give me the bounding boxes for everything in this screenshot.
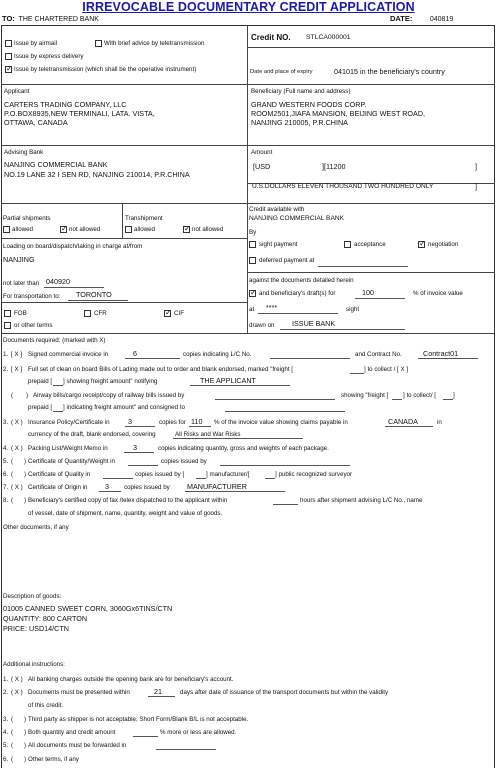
doc-line	[265, 478, 275, 479]
drafts-suffix: % of invoice value	[413, 290, 463, 297]
available-with-label: Credit available with	[249, 206, 305, 213]
drawn-on-label: drawn on	[249, 322, 275, 329]
transhipment-allowed-label: allowed	[134, 226, 155, 233]
row-divider	[247, 272, 495, 273]
doc-line	[189, 426, 211, 427]
acceptance-label: acceptance	[354, 241, 386, 248]
acceptance-checkbox[interactable]	[344, 241, 351, 248]
add-number: 4.	[3, 729, 9, 736]
doc-number: 7.	[3, 484, 9, 491]
doc-text: copies issued by [	[135, 471, 185, 478]
row-divider	[1, 203, 495, 204]
advising-line[interactable]: NO.19 LANE 32 I SEN RD, NANJING 210014, P.R.CHINA	[4, 170, 190, 179]
fob-label: FOB	[14, 310, 27, 317]
doc-text: in	[437, 419, 442, 426]
doc-place[interactable]: CANADA	[388, 417, 418, 426]
drafts-line	[355, 298, 405, 299]
add-text: Other terms, if any	[28, 756, 79, 763]
doc-mark[interactable]: (	[11, 497, 14, 504]
at-value[interactable]: ****	[266, 303, 278, 312]
add-mark-close: )	[24, 756, 27, 763]
shipment-divider	[122, 203, 123, 238]
doc-line	[173, 438, 303, 439]
doc-text: ] indicating freight amount" and consigned to	[63, 404, 185, 411]
doc-text: Signed commercial invoice in	[28, 351, 109, 358]
doc-mark-close: )	[26, 392, 29, 399]
loading-label: Loading on board/dispatch/taking in charge at/from	[3, 243, 143, 250]
doc-line	[125, 426, 155, 427]
doc-text: prepaid [	[28, 378, 53, 385]
add-mark[interactable]: (	[11, 716, 14, 723]
cif-checkbox[interactable]	[164, 310, 171, 317]
row-divider	[247, 47, 495, 48]
doc-text: Insurance Policy/Certificate in	[28, 419, 110, 426]
at-line	[258, 313, 338, 314]
airmail-checkbox[interactable]	[5, 40, 12, 47]
doc-number: 6.	[3, 471, 9, 478]
doc-mark[interactable]: (	[11, 471, 14, 478]
add-number: 5.	[3, 742, 9, 749]
not-later-line	[44, 287, 104, 288]
fob-checkbox[interactable]	[4, 310, 11, 317]
doc-line	[53, 385, 63, 386]
doc-line	[270, 358, 350, 359]
amount-close: ]	[475, 162, 477, 171]
add-text: Third party as shipper is not acceptable, Short Form/Blank B/L is not acceptable.	[28, 716, 249, 723]
other-terms-checkbox[interactable]	[4, 322, 11, 329]
partial-allowed-checkbox[interactable]	[3, 226, 10, 233]
airmail-label: Issue by airmail	[14, 40, 57, 47]
row-divider	[1, 238, 247, 239]
add-mark[interactable]: (	[11, 742, 14, 749]
transport-label: For transportation to:	[3, 293, 61, 300]
partial-allowed-label: allowed	[12, 226, 33, 233]
other-docs-label: Other documents, if any	[3, 524, 69, 531]
add-text: % more or less are allowed.	[160, 729, 237, 736]
doc-line	[190, 385, 290, 386]
applicant-line[interactable]: OTTAWA, CANADA	[4, 118, 68, 127]
doc-text: ] to collect / [ X ]	[364, 366, 409, 373]
doc-percent[interactable]: 110	[191, 417, 203, 426]
add-mark[interactable]: ( X )	[11, 689, 23, 696]
goods-line[interactable]: QUANTITY: 800 CARTON	[3, 614, 88, 623]
against-docs-label: against the documents detailed herein	[249, 277, 354, 284]
deferred-payment-label: deferred payment at	[259, 257, 315, 264]
applicant-line[interactable]: P.O.BOX8935,NEW TERMINALI, LATA. VISTA,	[4, 109, 155, 118]
add-text: days after date of issuance of the transport documents but within the validity	[180, 689, 389, 696]
doc-text: hours after shipment advising L/C No., name	[300, 497, 423, 504]
transhipment-allowed-checkbox[interactable]	[125, 226, 132, 233]
doc-text: ] manufacturer/[	[206, 471, 250, 478]
applicant-line[interactable]: CARTERS TRADING COMPANY, LLC	[4, 100, 127, 109]
doc-text: Beneficiary's certified copy of fax /telex dispatched to the applicant within	[28, 497, 228, 504]
available-with-value[interactable]: NANJING COMMERCIAL BANK	[249, 215, 345, 222]
expiry-label: Date and place of expiry	[250, 69, 313, 75]
doc-line	[99, 491, 121, 492]
applicant-label: Applicant	[4, 88, 30, 95]
doc-line	[443, 399, 453, 400]
beneficiary-label: Beneficiary (Full name and address)	[251, 88, 351, 95]
form-title: IRREVOCABLE DOCUMENTARY CREDIT APPLICATION	[82, 0, 415, 14]
doc-text: ]	[453, 392, 455, 399]
add-mark-close: )	[24, 742, 27, 749]
teletransmission-label: Issue by teletransmission (which shall be the operative instrument)	[14, 66, 197, 73]
doc-risks[interactable]: All Risks and War Risks	[175, 431, 241, 438]
add-text: Documents must be presented within	[28, 689, 130, 696]
additional-label: Additional instructions:	[3, 661, 65, 668]
drafts-label: and beneficiary's draft(s) for	[259, 290, 336, 297]
row-divider	[1, 84, 495, 85]
not-later-value[interactable]: 040920	[46, 277, 70, 286]
beneficiary-line[interactable]: ROOM2501,JIAFA MANSION, BEIJING WEST ROAD,	[251, 109, 426, 118]
doc-line	[220, 465, 350, 466]
add-text: All banking charges outside the opening bank are for beneficiary's account.	[28, 676, 234, 683]
cfr-checkbox[interactable]	[84, 310, 91, 317]
credit-no-value[interactable]: STLCA000001	[306, 34, 351, 41]
doc-line	[418, 358, 478, 359]
doc-line	[125, 358, 180, 359]
partial-not-allowed-label: not allowed	[69, 226, 101, 233]
doc-line	[273, 504, 298, 505]
brief-advice-checkbox[interactable]	[95, 40, 102, 47]
transport-value[interactable]: TORONTO	[76, 290, 112, 299]
not-later-label: not later than	[3, 280, 40, 287]
negotiation-label: negotiation	[428, 241, 459, 248]
doc-text: ] to collect/ [	[403, 392, 437, 399]
add-text: of this credit.	[28, 702, 64, 709]
doc-text: Packing List/Weight Memo in	[28, 445, 108, 452]
sight-payment-label: sight payment	[259, 241, 298, 248]
doc-mark[interactable]: ( X )	[11, 445, 23, 452]
expiry-value[interactable]: 041015 in the beneficiary's country	[334, 67, 445, 76]
add-line	[133, 736, 158, 737]
partial-shipments-label: Partial shipments	[3, 215, 51, 222]
doc-number: 5.	[3, 458, 9, 465]
doc-line	[350, 373, 364, 374]
doc-text: copies issued by	[124, 484, 170, 491]
doc-text: prepaid [	[28, 404, 53, 411]
cif-label: CIF	[174, 310, 184, 317]
add-days[interactable]: 21	[154, 687, 162, 696]
doc-contract[interactable]: Contract01	[423, 349, 459, 358]
drafts-value[interactable]: 100	[362, 288, 374, 297]
row-divider	[1, 145, 495, 146]
loading-value[interactable]: NANJING	[3, 255, 35, 264]
doc-copies[interactable]: 3	[133, 443, 137, 452]
beneficiary-line[interactable]: NANJING 210005, P.R.CHINA	[251, 118, 348, 127]
add-number: 3.	[3, 716, 9, 723]
doc-copies[interactable]: 3	[128, 417, 132, 426]
doc-number: 3.	[3, 419, 9, 426]
doc-text: % of the invoice value showing claims payable in	[214, 419, 348, 426]
doc-line	[124, 452, 154, 453]
transhipment-not-allowed-checkbox[interactable]	[183, 226, 190, 233]
row-divider	[1, 333, 495, 334]
add-mark[interactable]: (	[11, 756, 14, 763]
doc-mark-close: )	[24, 497, 27, 504]
other-terms-label: or other terms	[14, 322, 53, 329]
by-label: By	[249, 229, 257, 236]
add-mark[interactable]: (	[11, 729, 14, 736]
add-mark-close: )	[24, 729, 27, 736]
transhipment-label: Transhipment	[125, 215, 163, 222]
drawn-on-line	[280, 329, 405, 330]
add-line	[148, 696, 175, 697]
partial-not-allowed-checkbox[interactable]	[60, 226, 67, 233]
doc-text: ] showing freight amount" notifying	[63, 378, 158, 385]
teletransmission-checkbox[interactable]	[5, 66, 12, 73]
add-number: 6.	[3, 756, 9, 763]
drafts-checkbox[interactable]	[249, 290, 256, 297]
doc-text: showing "freight [	[341, 392, 389, 399]
drawn-on-value[interactable]: ISSUE BANK	[292, 319, 336, 328]
doc-text: copies for	[159, 419, 186, 426]
cfr-label: CFR	[94, 310, 107, 317]
advising-label: Advising Bank	[4, 149, 44, 156]
deferred-payment-line[interactable]	[318, 266, 408, 267]
sight-label: sight	[346, 306, 360, 313]
column-divider	[247, 25, 248, 333]
doc-line	[225, 411, 345, 412]
amount-words[interactable]: U.S.DOLLARS ELEVEN THOUSAND TWO HUNDRED ONLY	[252, 183, 434, 190]
amount-label: Amount	[251, 149, 273, 156]
doc-text: copies issued by	[161, 458, 207, 465]
doc-text: Certificate of Quality in	[28, 471, 91, 478]
doc-text: and Contract No.	[355, 351, 402, 358]
transhipment-not-allowed-label: not allowed	[192, 226, 224, 233]
doc-mark[interactable]: ( X )	[11, 484, 23, 491]
doc-mark[interactable]: [ X ]	[11, 351, 23, 358]
doc-text: Full set of clean on board Bills of Lading made out to order and blank endorsed, marked "freight [	[28, 366, 293, 373]
docs-required-label: Documents required: (marked with X)	[3, 337, 106, 344]
doc-text: Certificate of Quantity/Weight in	[28, 458, 115, 465]
doc-line	[128, 465, 158, 466]
doc-text: Certificate of Origin in	[28, 484, 88, 491]
add-number: 2.	[3, 689, 9, 696]
doc-copies[interactable]: 6	[133, 349, 137, 358]
doc-line	[392, 399, 402, 400]
goods-label: Description of goods:	[3, 593, 62, 600]
row-divider	[1, 302, 247, 303]
doc-line	[196, 478, 206, 479]
doc-line	[185, 491, 285, 492]
doc-text: of vessel, date of shipment, name, quantity, weight and value of goods.	[28, 510, 223, 517]
doc-issuer[interactable]: MANUFACTURER	[187, 482, 247, 491]
doc-text: Airway bills/cargo receipt/copy of railway bills issued by	[33, 392, 185, 399]
to-field: TO: THE CHARTERED BANK	[2, 14, 99, 23]
negotiation-checkbox[interactable]	[418, 241, 425, 248]
transport-line	[68, 300, 128, 301]
doc-mark-close: )	[24, 458, 27, 465]
add-text: Both quantity and credit amount	[28, 729, 116, 736]
express-label: Issue by express delivery	[14, 53, 84, 60]
add-text: All documents must be forwarded in	[28, 742, 127, 749]
credit-no-label: Credit NO.	[251, 33, 291, 42]
add-mark-close: )	[24, 716, 27, 723]
amount-words-close: ]	[475, 182, 477, 191]
doc-text: ] public recognized surveyor	[275, 471, 353, 478]
deferred-payment-checkbox[interactable]	[249, 257, 256, 264]
doc-text: copies indicating L/C No.	[183, 351, 252, 358]
doc-line	[215, 399, 335, 400]
doc-number: 1.	[3, 351, 9, 358]
amount-currency[interactable]: [USD	[253, 162, 271, 171]
doc-mark[interactable]: [ X ]	[11, 366, 23, 373]
doc-notify[interactable]: THE APPLICANT	[200, 376, 256, 385]
add-number: 1.	[3, 676, 9, 683]
doc-line	[103, 478, 133, 479]
express-checkbox[interactable]	[5, 53, 12, 60]
at-label: at	[249, 306, 255, 313]
amount-value[interactable]: ][11200	[322, 162, 346, 171]
doc-text: currency of the draft, blank endorsed, covering	[28, 431, 156, 438]
doc-mark[interactable]: (	[11, 458, 14, 465]
doc-number: 4.	[3, 445, 9, 452]
doc-copies[interactable]: 3	[105, 482, 109, 491]
add-line	[156, 749, 216, 750]
doc-text: copies indicating quantity, gross and weights of each package.	[158, 445, 329, 452]
doc-number: 2.	[3, 366, 9, 373]
doc-number: 8.	[3, 497, 9, 504]
goods-line[interactable]: 01005 CANNED SWEET CORN, 3060Gx6TINS/CTN	[3, 604, 173, 613]
doc-mark[interactable]: ( X )	[11, 419, 23, 426]
advising-line[interactable]: NANJING COMMERCIAL BANK	[4, 160, 108, 169]
beneficiary-line[interactable]: GRAND WESTERN FOODS CORP.	[251, 100, 367, 109]
doc-line	[385, 426, 433, 427]
goods-line[interactable]: PRICE: USD14/CTN	[3, 624, 69, 633]
doc-mark[interactable]: (	[11, 392, 14, 399]
sight-payment-checkbox[interactable]	[249, 241, 256, 248]
date-field: DATE: 040819	[390, 14, 454, 23]
doc-mark-close: )	[24, 471, 27, 478]
doc-line	[53, 411, 63, 412]
add-mark[interactable]: ( X )	[11, 676, 23, 683]
brief-advice-label: With brief advice by teletransmission	[104, 40, 205, 47]
